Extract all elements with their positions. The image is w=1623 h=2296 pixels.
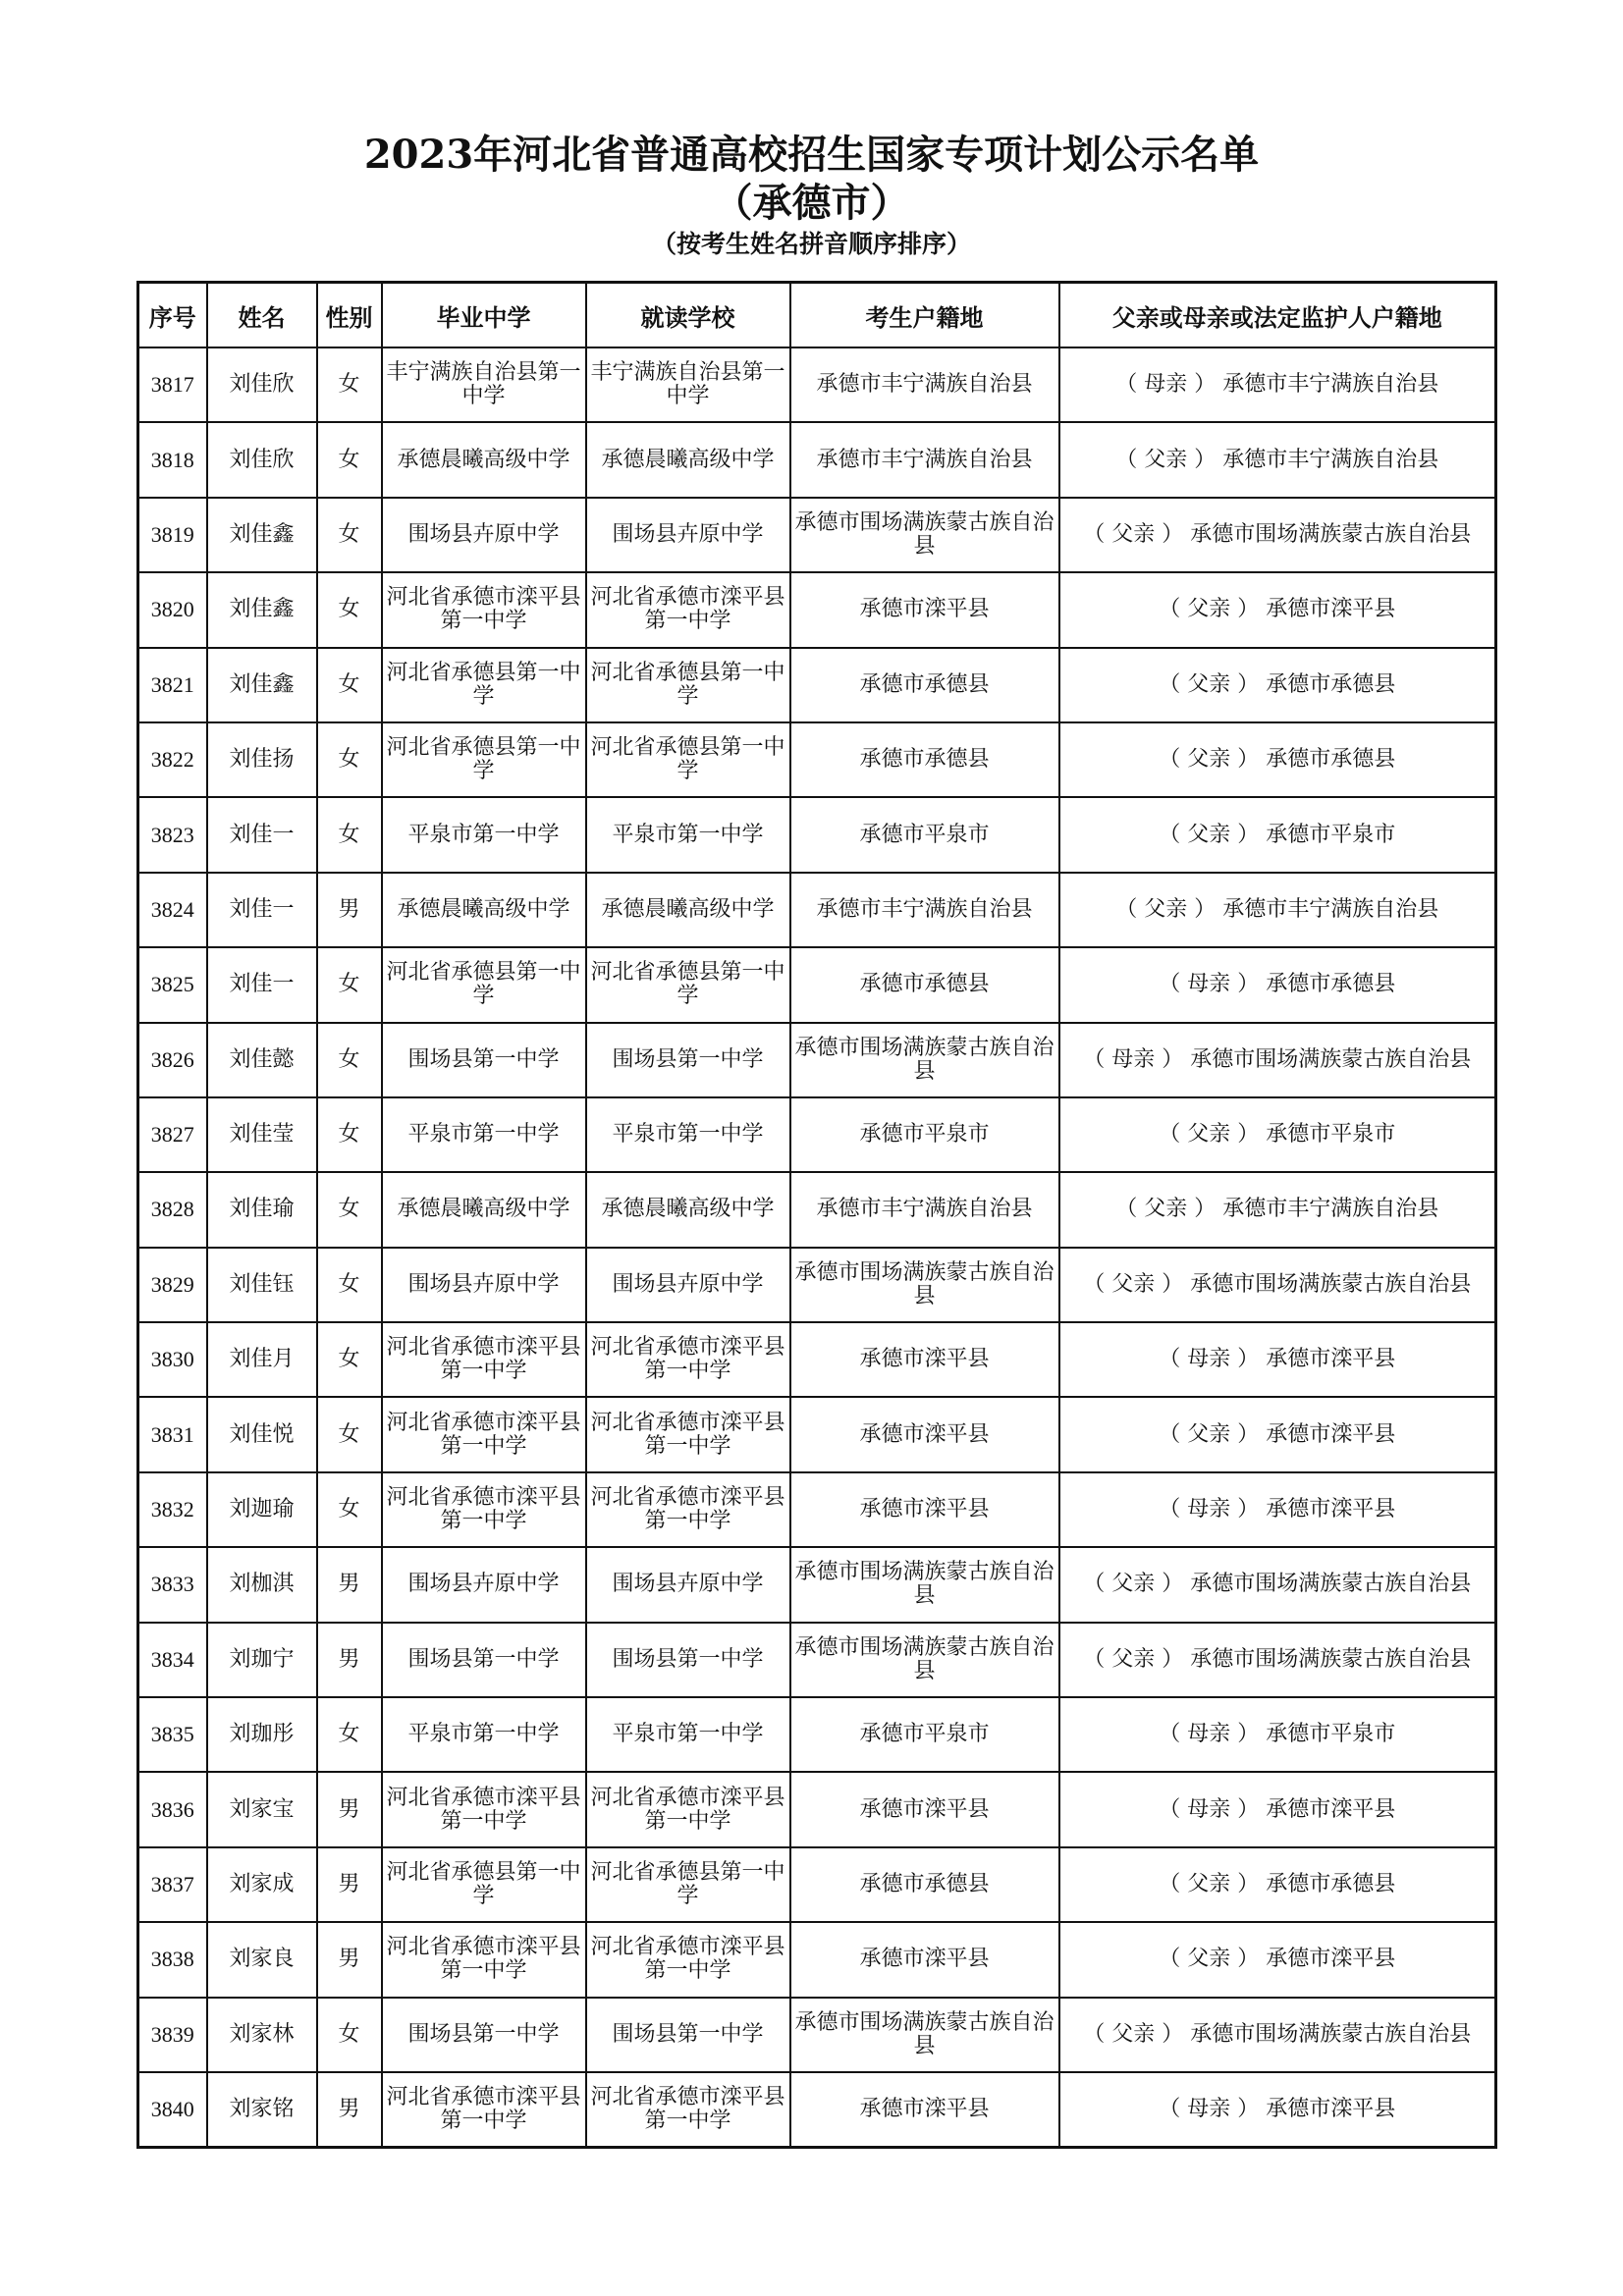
table-row <box>138 1023 1496 1097</box>
cell-name: 刘家宝 <box>207 1772 317 1846</box>
cell-parent-household: （ 父亲 ） 承德市丰宁满族自治县 <box>1059 1172 1496 1247</box>
cell-parent-household: （ 父亲 ） 承德市围场满族蒙古族自治县 <box>1059 1998 1496 2072</box>
cell-current-school: 河北省承德市滦平县第一中学 <box>586 1322 790 1397</box>
cell-parent-household: （ 母亲 ） 承德市围场满族蒙古族自治县 <box>1059 1023 1496 1097</box>
table-row <box>138 1172 1496 1247</box>
cell-seq: 3835 <box>138 1697 207 1772</box>
cell-household: 承德市平泉市 <box>790 797 1059 872</box>
table-row <box>138 572 1496 647</box>
cell-household: 承德市滦平县 <box>790 572 1059 647</box>
cell-seq: 3840 <box>138 2072 207 2148</box>
cell-grad-school: 河北省承德县第一中学 <box>382 947 586 1022</box>
cell-gender: 男 <box>317 1847 382 1922</box>
cell-current-school: 承德晨曦高级中学 <box>586 1172 790 1247</box>
cell-gender: 女 <box>317 1397 382 1471</box>
cell-name: 刘佳欣 <box>207 347 317 422</box>
sort-note: （按考生姓名拼音顺序排序） <box>651 230 971 258</box>
cell-gender: 男 <box>317 1547 382 1622</box>
cell-name: 刘佳悦 <box>207 1397 317 1471</box>
header-seq: 序号 <box>138 283 207 348</box>
table-row <box>138 422 1496 497</box>
cell-parent-household: （ 母亲 ） 承德市滦平县 <box>1059 1772 1496 1846</box>
cell-gender: 女 <box>317 498 382 572</box>
cell-grad-school: 围场县卉原中学 <box>382 498 586 572</box>
cell-gender: 女 <box>317 1472 382 1547</box>
cell-seq: 3833 <box>138 1547 207 1622</box>
cell-parent-household: （ 母亲 ） 承德市滦平县 <box>1059 1472 1496 1547</box>
cell-name: 刘佳懿 <box>207 1023 317 1097</box>
cell-current-school: 围场县卉原中学 <box>586 1248 790 1322</box>
cell-current-school: 围场县第一中学 <box>586 1998 790 2072</box>
table-row <box>138 947 1496 1022</box>
table-row <box>138 1322 1496 1397</box>
cell-seq: 3839 <box>138 1998 207 2072</box>
cell-gender: 女 <box>317 1998 382 2072</box>
cell-parent-household: （ 父亲 ） 承德市围场满族蒙古族自治县 <box>1059 1248 1496 1322</box>
cell-grad-school: 河北省承德县第一中学 <box>382 722 586 797</box>
cell-grad-school: 河北省承德市滦平县第一中学 <box>382 1922 586 1997</box>
cell-name: 刘佳一 <box>207 873 317 947</box>
cell-seq: 3836 <box>138 1772 207 1846</box>
cell-household: 承德市围场满族蒙古族自治县 <box>790 1547 1059 1622</box>
cell-seq: 3829 <box>138 1248 207 1322</box>
cell-name: 刘家林 <box>207 1998 317 2072</box>
header-name: 姓名 <box>207 283 317 348</box>
cell-household: 承德市承德县 <box>790 947 1059 1022</box>
cell-parent-household: （ 父亲 ） 承德市滦平县 <box>1059 1922 1496 1997</box>
cell-current-school: 河北省承德县第一中学 <box>586 947 790 1022</box>
cell-name: 刘佳扬 <box>207 722 317 797</box>
cell-seq: 3834 <box>138 1623 207 1697</box>
cell-parent-household: （ 父亲 ） 承德市丰宁满族自治县 <box>1059 422 1496 497</box>
cell-seq: 3837 <box>138 1847 207 1922</box>
cell-current-school: 承德晨曦高级中学 <box>586 873 790 947</box>
cell-current-school: 河北省承德市滦平县第一中学 <box>586 1922 790 1997</box>
cell-parent-household: （ 母亲 ） 承德市滦平县 <box>1059 2072 1496 2148</box>
table-row <box>138 1998 1496 2072</box>
cell-parent-household: （ 父亲 ） 承德市承德县 <box>1059 722 1496 797</box>
cell-household: 承德市围场满族蒙古族自治县 <box>790 1023 1059 1097</box>
cell-name: 刘家良 <box>207 1922 317 1997</box>
cell-seq: 3830 <box>138 1322 207 1397</box>
cell-name: 刘佳鑫 <box>207 498 317 572</box>
cell-household: 承德市滦平县 <box>790 1397 1059 1471</box>
cell-household: 承德市滦平县 <box>790 1472 1059 1547</box>
cell-seq: 3819 <box>138 498 207 572</box>
cell-seq: 3824 <box>138 873 207 947</box>
cell-seq: 3818 <box>138 422 207 497</box>
cell-seq: 3828 <box>138 1172 207 1247</box>
cell-household: 承德市滦平县 <box>790 1772 1059 1846</box>
cell-current-school: 河北省承德市滦平县第一中学 <box>586 1472 790 1547</box>
cell-seq: 3832 <box>138 1472 207 1547</box>
table-row <box>138 347 1496 422</box>
cell-seq: 3838 <box>138 1922 207 1997</box>
cell-current-school: 河北省承德县第一中学 <box>586 722 790 797</box>
table-row <box>138 1547 1496 1622</box>
cell-parent-household: （ 父亲 ） 承德市承德县 <box>1059 1847 1496 1922</box>
roster-body <box>138 347 1496 2148</box>
cell-grad-school: 承德晨曦高级中学 <box>382 422 586 497</box>
cell-grad-school: 河北省承德市滦平县第一中学 <box>382 1397 586 1471</box>
cell-name: 刘佳欣 <box>207 422 317 497</box>
cell-gender: 女 <box>317 797 382 872</box>
cell-seq: 3831 <box>138 1397 207 1471</box>
cell-household: 承德市丰宁满族自治县 <box>790 347 1059 422</box>
cell-gender: 男 <box>317 1772 382 1846</box>
cell-seq: 3817 <box>138 347 207 422</box>
cell-household: 承德市丰宁满族自治县 <box>790 1172 1059 1247</box>
cell-gender: 女 <box>317 1172 382 1247</box>
document-title: 2023年河北省普通高校招生国家专项计划公示名单 <box>363 132 1260 178</box>
table-row <box>138 1922 1496 1997</box>
cell-gender: 女 <box>317 722 382 797</box>
table-row <box>138 1623 1496 1697</box>
cell-parent-household: （ 母亲 ） 承德市滦平县 <box>1059 1322 1496 1397</box>
cell-household: 承德市滦平县 <box>790 2072 1059 2148</box>
cell-current-school: 围场县第一中学 <box>586 1623 790 1697</box>
cell-seq: 3827 <box>138 1097 207 1172</box>
cell-household: 承德市承德县 <box>790 722 1059 797</box>
cell-household: 承德市承德县 <box>790 1847 1059 1922</box>
cell-parent-household: （ 父亲 ） 承德市围场满族蒙古族自治县 <box>1059 1623 1496 1697</box>
cell-grad-school: 围场县第一中学 <box>382 1623 586 1697</box>
cell-grad-school: 河北省承德县第一中学 <box>382 1847 586 1922</box>
cell-current-school: 围场县卉原中学 <box>586 498 790 572</box>
cell-name: 刘迦瑜 <box>207 1472 317 1547</box>
document-city: （承德市） <box>713 180 910 226</box>
cell-gender: 女 <box>317 1697 382 1772</box>
cell-name: 刘枷淇 <box>207 1547 317 1622</box>
cell-seq: 3823 <box>138 797 207 872</box>
cell-parent-household: （ 父亲 ） 承德市丰宁满族自治县 <box>1059 873 1496 947</box>
cell-grad-school: 河北省承德县第一中学 <box>382 648 586 722</box>
table-row <box>138 1248 1496 1322</box>
cell-current-school: 河北省承德市滦平县第一中学 <box>586 2072 790 2148</box>
cell-household: 承德市承德县 <box>790 648 1059 722</box>
cell-name: 刘家成 <box>207 1847 317 1922</box>
cell-seq: 3826 <box>138 1023 207 1097</box>
table-row <box>138 1772 1496 1846</box>
cell-name: 刘佳一 <box>207 947 317 1022</box>
cell-current-school: 丰宁满族自治县第一中学 <box>586 347 790 422</box>
roster-table <box>136 281 1497 2149</box>
cell-grad-school: 河北省承德市滦平县第一中学 <box>382 1322 586 1397</box>
header-current-school: 就读学校 <box>586 283 790 348</box>
cell-grad-school: 承德晨曦高级中学 <box>382 1172 586 1247</box>
cell-name: 刘佳一 <box>207 797 317 872</box>
table-row <box>138 498 1496 572</box>
cell-name: 刘佳鑫 <box>207 572 317 647</box>
cell-grad-school: 河北省承德市滦平县第一中学 <box>382 1472 586 1547</box>
cell-name: 刘佳莹 <box>207 1097 317 1172</box>
cell-gender: 男 <box>317 2072 382 2148</box>
cell-parent-household: （ 母亲 ） 承德市承德县 <box>1059 947 1496 1022</box>
cell-grad-school: 承德晨曦高级中学 <box>382 873 586 947</box>
cell-current-school: 承德晨曦高级中学 <box>586 422 790 497</box>
cell-gender: 女 <box>317 648 382 722</box>
cell-grad-school: 平泉市第一中学 <box>382 1097 586 1172</box>
cell-name: 刘佳瑜 <box>207 1172 317 1247</box>
cell-current-school: 河北省承德县第一中学 <box>586 648 790 722</box>
cell-household: 承德市围场满族蒙古族自治县 <box>790 498 1059 572</box>
cell-seq: 3820 <box>138 572 207 647</box>
cell-gender: 女 <box>317 1023 382 1097</box>
cell-grad-school: 围场县卉原中学 <box>382 1547 586 1622</box>
cell-gender: 男 <box>317 1623 382 1697</box>
cell-parent-household: （ 父亲 ） 承德市承德县 <box>1059 648 1496 722</box>
table-row <box>138 1472 1496 1547</box>
table-row <box>138 797 1496 872</box>
table-row <box>138 722 1496 797</box>
cell-grad-school: 河北省承德市滦平县第一中学 <box>382 2072 586 2148</box>
cell-name: 刘珈彤 <box>207 1697 317 1772</box>
cell-current-school: 围场县卉原中学 <box>586 1547 790 1622</box>
cell-gender: 女 <box>317 347 382 422</box>
cell-grad-school: 平泉市第一中学 <box>382 1697 586 1772</box>
header-parent-household: 父亲或母亲或法定监护人户籍地 <box>1059 283 1496 348</box>
cell-seq: 3821 <box>138 648 207 722</box>
cell-current-school: 平泉市第一中学 <box>586 797 790 872</box>
cell-parent-household: （ 父亲 ） 承德市滦平县 <box>1059 572 1496 647</box>
cell-household: 承德市平泉市 <box>790 1697 1059 1772</box>
table-row <box>138 2072 1496 2148</box>
cell-household: 承德市围场满族蒙古族自治县 <box>790 1998 1059 2072</box>
cell-parent-household: （ 父亲 ） 承德市平泉市 <box>1059 797 1496 872</box>
cell-parent-household: （ 母亲 ） 承德市丰宁满族自治县 <box>1059 347 1496 422</box>
cell-household: 承德市平泉市 <box>790 1097 1059 1172</box>
cell-gender: 女 <box>317 422 382 497</box>
cell-current-school: 河北省承德市滦平县第一中学 <box>586 572 790 647</box>
header-gender: 性别 <box>317 283 382 348</box>
cell-current-school: 河北省承德市滦平县第一中学 <box>586 1772 790 1846</box>
cell-gender: 女 <box>317 947 382 1022</box>
cell-household: 承德市围场满族蒙古族自治县 <box>790 1248 1059 1322</box>
cell-household: 承德市滦平县 <box>790 1322 1059 1397</box>
cell-current-school: 平泉市第一中学 <box>586 1697 790 1772</box>
cell-seq: 3825 <box>138 947 207 1022</box>
table-row <box>138 1097 1496 1172</box>
cell-name: 刘佳钰 <box>207 1248 317 1322</box>
cell-name: 刘佳月 <box>207 1322 317 1397</box>
cell-parent-household: （ 父亲 ） 承德市围场满族蒙古族自治县 <box>1059 498 1496 572</box>
cell-gender: 男 <box>317 873 382 947</box>
cell-grad-school: 丰宁满族自治县第一中学 <box>382 347 586 422</box>
cell-parent-household: （ 父亲 ） 承德市滦平县 <box>1059 1397 1496 1471</box>
header-row <box>138 283 1496 348</box>
cell-grad-school: 围场县卉原中学 <box>382 1248 586 1322</box>
cell-gender: 女 <box>317 572 382 647</box>
cell-grad-school: 围场县第一中学 <box>382 1998 586 2072</box>
cell-gender: 女 <box>317 1322 382 1397</box>
cell-current-school: 河北省承德市滦平县第一中学 <box>586 1397 790 1471</box>
table-row <box>138 1697 1496 1772</box>
cell-name: 刘佳鑫 <box>207 648 317 722</box>
header-grad-school: 毕业中学 <box>382 283 586 348</box>
cell-gender: 女 <box>317 1248 382 1322</box>
cell-name: 刘珈宁 <box>207 1623 317 1697</box>
cell-household: 承德市丰宁满族自治县 <box>790 422 1059 497</box>
cell-seq: 3822 <box>138 722 207 797</box>
cell-current-school: 河北省承德县第一中学 <box>586 1847 790 1922</box>
cell-household: 承德市围场满族蒙古族自治县 <box>790 1623 1059 1697</box>
cell-current-school: 平泉市第一中学 <box>586 1097 790 1172</box>
table-row <box>138 1847 1496 1922</box>
cell-current-school: 围场县第一中学 <box>586 1023 790 1097</box>
cell-parent-household: （ 母亲 ） 承德市平泉市 <box>1059 1697 1496 1772</box>
table-row <box>138 1397 1496 1471</box>
cell-household: 承德市滦平县 <box>790 1922 1059 1997</box>
cell-grad-school: 围场县第一中学 <box>382 1023 586 1097</box>
table-row <box>138 648 1496 722</box>
header-household: 考生户籍地 <box>790 283 1059 348</box>
cell-grad-school: 河北省承德市滦平县第一中学 <box>382 1772 586 1846</box>
table-row <box>138 873 1496 947</box>
cell-grad-school: 河北省承德市滦平县第一中学 <box>382 572 586 647</box>
cell-household: 承德市丰宁满族自治县 <box>790 873 1059 947</box>
cell-parent-household: （ 父亲 ） 承德市平泉市 <box>1059 1097 1496 1172</box>
cell-name: 刘家铭 <box>207 2072 317 2148</box>
cell-grad-school: 平泉市第一中学 <box>382 797 586 872</box>
cell-parent-household: （ 父亲 ） 承德市围场满族蒙古族自治县 <box>1059 1547 1496 1622</box>
cell-gender: 女 <box>317 1097 382 1172</box>
cell-gender: 男 <box>317 1922 382 1997</box>
